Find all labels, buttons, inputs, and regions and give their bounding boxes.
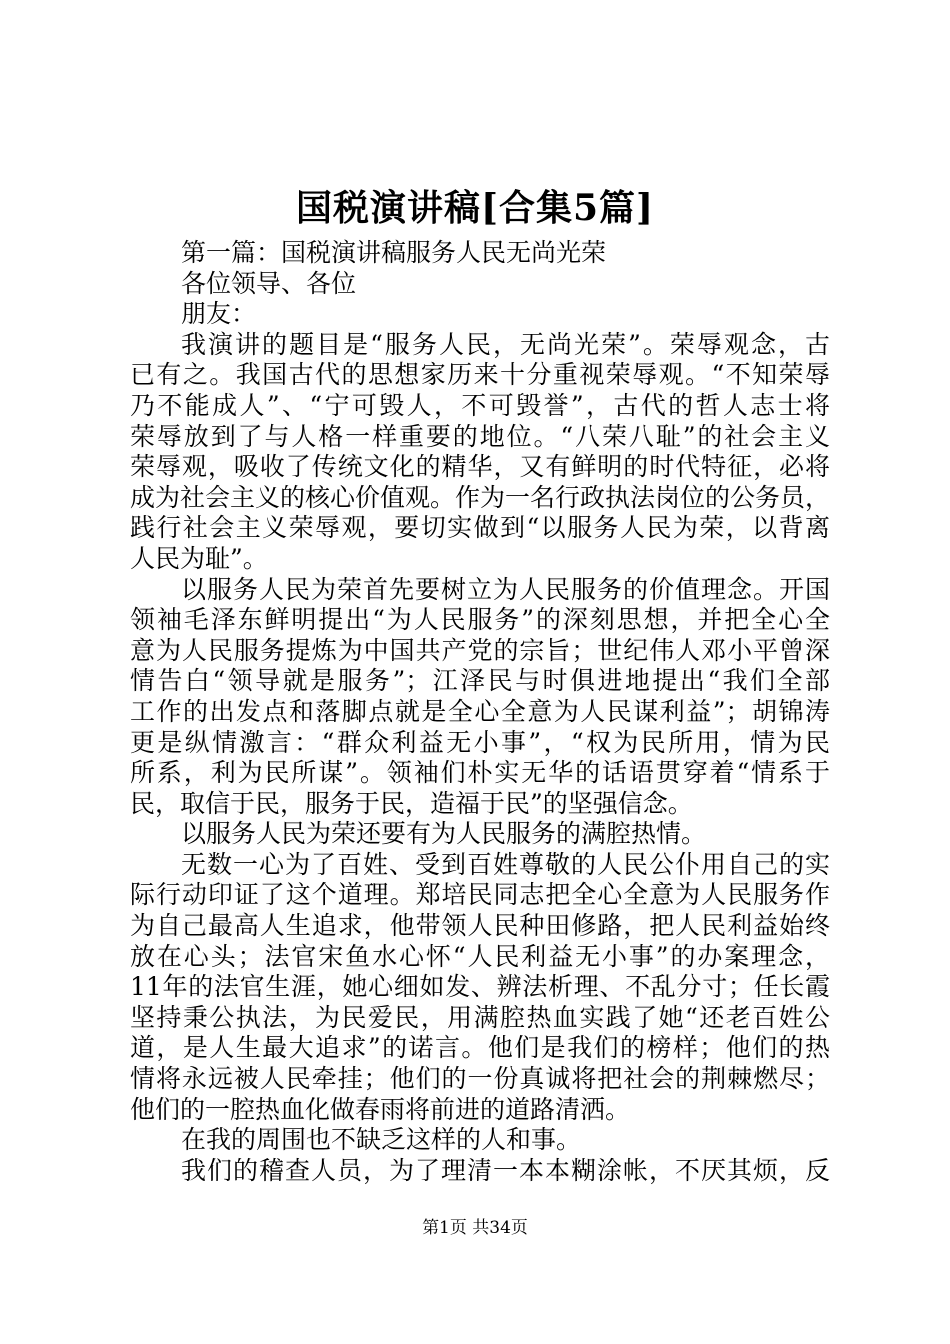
text-line: 乃不能成人”、“宁可毁人，不可毁誉”，古代的哲人志士将 xyxy=(130,390,830,420)
text-line: 各位领导、各位 xyxy=(181,268,357,298)
document-body xyxy=(130,238,830,1186)
text-line: 际行动印证了这个道理。郑培民同志把全心全意为人民服务作 xyxy=(130,880,830,910)
text-line: 人民为耻”。 xyxy=(130,543,268,573)
document-title: 国税演讲稿[合集5篇] xyxy=(295,187,655,229)
text-line: 更是纵情激言：“群众利益无小事”，“权为民所用，情为民 xyxy=(130,727,830,757)
text-line: 放在心头；法官宋鱼水心怀“人民利益无小事”的办案理念， xyxy=(130,941,830,971)
text-line: 荣辱观，吸收了传统文化的精华，又有鲜明的时代特征，必将 xyxy=(130,452,830,482)
text-line: 工作的出发点和落脚点就是全心全意为人民谋利益”；胡锦涛 xyxy=(130,696,830,726)
text-line: 荣辱放到了与人格一样重要的地位。“八荣八耻”的社会主义 xyxy=(130,421,830,451)
text-line: 为自己最高人生追求，他带领人民种田修路，把人民利益始终 xyxy=(130,911,830,941)
text-line: 所系，利为民所谋”。领袖们朴实无华的话语贯穿着“情系于 xyxy=(130,758,830,788)
text-line: 领袖毛泽东鲜明提出“为人民服务”的深刻思想，并把全心全 xyxy=(130,605,830,635)
text-line: 意为人民服务提炼为中国共产党的宗旨；世纪伟人邓小平曾深 xyxy=(130,635,830,665)
text-line: 在我的周围也不缺乏这样的人和事。 xyxy=(181,1125,582,1155)
text-line: 已有之。我国古代的思想家历来十分重视荣辱观。“不知荣辱 xyxy=(130,360,830,390)
text-line: 坚持秉公执法，为民爱民，用满腔热血实践了她“还老百姓公 xyxy=(130,1002,830,1032)
text-line: 道，是人生最大追求”的诺言。他们是我们的榜样；他们的热 xyxy=(130,1033,830,1063)
page-footer: 第1页 共34页 xyxy=(422,1218,528,1238)
text-line: 以服务人民为荣还要有为人民服务的满腔热情。 xyxy=(181,819,707,849)
text-line: 朋友： xyxy=(181,299,257,329)
text-line: 民，取信于民，服务于民，造福于民”的坚强信念。 xyxy=(130,788,693,818)
text-line: 我演讲的题目是“服务人民，无尚光荣”。荣辱观念，古 xyxy=(181,329,830,359)
text-line: 情告白“领导就是服务”；江泽民与时俱进地提出“我们全部 xyxy=(130,666,830,696)
text-line: 无数一心为了百姓、受到百姓尊敬的人民公仆用自己的实 xyxy=(181,849,830,879)
text-line: 第一篇：国税演讲稿服务人民无尚光荣 xyxy=(181,238,607,267)
text-line: 践行社会主义荣辱观，要切实做到“以服务人民为荣，以背离 xyxy=(130,513,830,543)
text-line: 11年的法官生涯，她心细如发、辨法析理、不乱分寸；任长霞 xyxy=(130,972,830,1002)
text-line: 成为社会主义的核心价值观。作为一名行政执法岗位的公务员， xyxy=(130,482,831,512)
text-line: 以服务人民为荣首先要树立为人民服务的价值理念。开国 xyxy=(181,574,830,604)
text-line: 我们的稽查人员，为了理清一本本糊涂帐，不厌其烦，反 xyxy=(181,1155,830,1185)
text-line: 他们的一腔热血化做春雨将前进的道路清洒。 xyxy=(130,1094,631,1124)
text-line: 情将永远被人民牵挂；他们的一份真诚将把社会的荆棘燃尽； xyxy=(130,1064,830,1094)
